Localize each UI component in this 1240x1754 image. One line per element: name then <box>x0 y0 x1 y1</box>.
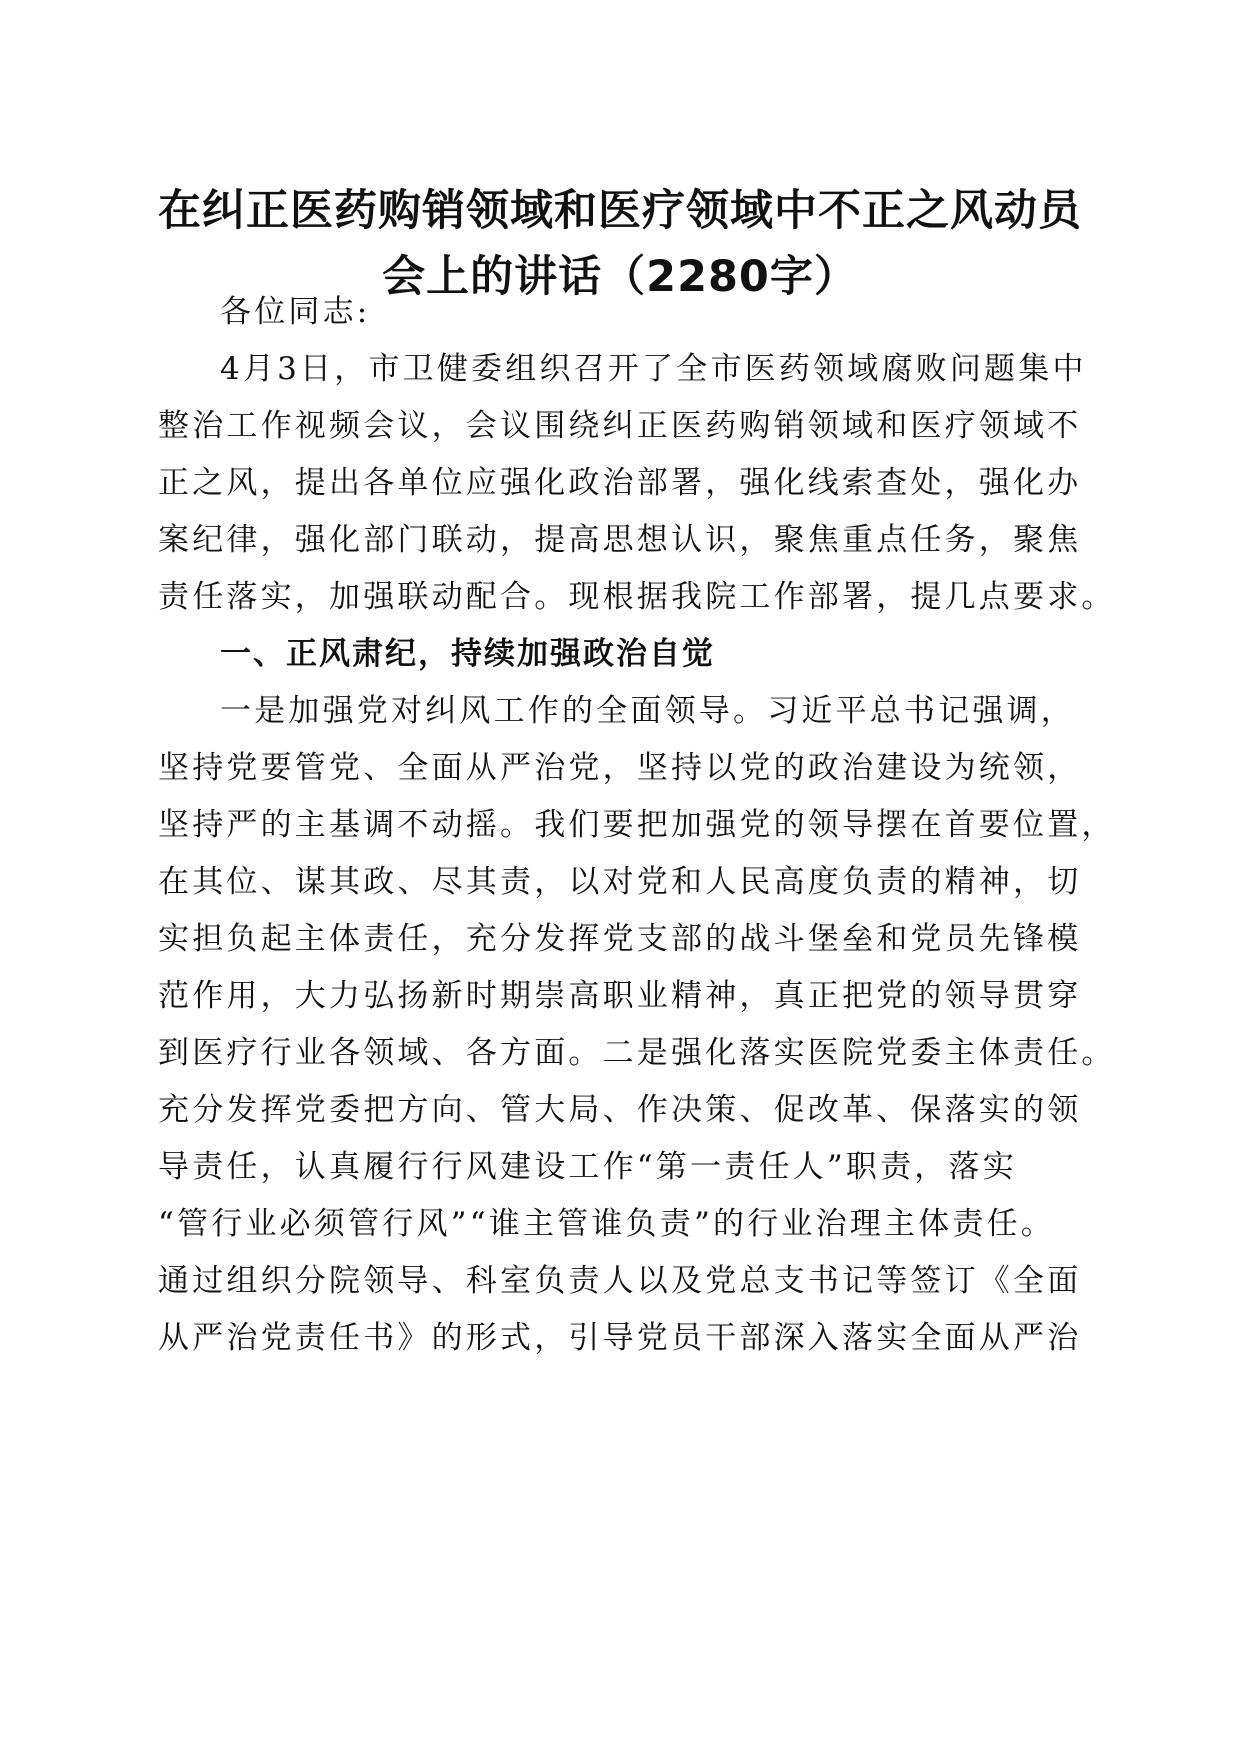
section-heading: 一、正风肃纪，持续加强政治自觉 <box>220 636 715 672</box>
salutation: 各位同志: <box>220 294 371 330</box>
paragraph-line: 4月3日，市卫健委组织召开了全市医药领域腐败问题集中 <box>220 351 1087 387</box>
paragraph-line: “管行业必须管行风”“谁主管谁负责”的行业治理主体责任。 <box>158 1206 1055 1242</box>
paragraph-line: 一是加强党对纠风工作的全面领导。习近平总书记强调， <box>220 693 1075 729</box>
paragraph-line: 从严治党责任书》的形式，引导党员干部深入落实全面从严治 <box>158 1320 1082 1356</box>
paragraph-line: 实担负起主体责任，充分发挥党支部的战斗堡垒和党员先锋模 <box>158 921 1082 957</box>
paragraph-line: 在其位、谋其政、尽其责，以对党和人民高度负责的精神，切 <box>158 864 1082 900</box>
paragraph-line: 通过组织分院领导、科室负责人以及党总支书记等签订《全面 <box>158 1263 1082 1299</box>
paragraph-line: 导责任，认真履行行风建设工作“第一责任人”职责，落实 <box>158 1149 1017 1185</box>
paragraph-line: 责任落实，加强联动配合。现根据我院工作部署，提几点要求。 <box>158 579 1116 615</box>
paragraph-line: 案纪律，强化部门联动，提高思想认识，聚焦重点任务，聚焦 <box>158 522 1082 558</box>
paragraph-line: 坚持党要管党、全面从严治党，坚持以党的政治建设为统领， <box>158 750 1082 786</box>
paragraph-line: 坚持严的主基调不动摇。我们要把加强党的领导摆在首要位置， <box>158 807 1116 843</box>
document-title: 在纠正医药购销领域和医疗领域中不正之风动员会上的讲话（2280字） <box>158 186 1082 302</box>
paragraph-line: 正之风，提出各单位应强化政治部署，强化线索查处，强化办 <box>158 465 1082 501</box>
paragraph-line: 范作用，大力弘扬新时期崇高职业精神，真正把党的领导贯穿 <box>158 978 1082 1014</box>
paragraph-line: 整治工作视频会议，会议围绕纠正医药购销领域和医疗领域不 <box>158 408 1082 444</box>
paragraph-line: 充分发挥党委把方向、管大局、作决策、促改革、保落实的领 <box>158 1092 1082 1128</box>
paragraph-line: 到医疗行业各领域、各方面。二是强化落实医院党委主体责任。 <box>158 1035 1116 1071</box>
